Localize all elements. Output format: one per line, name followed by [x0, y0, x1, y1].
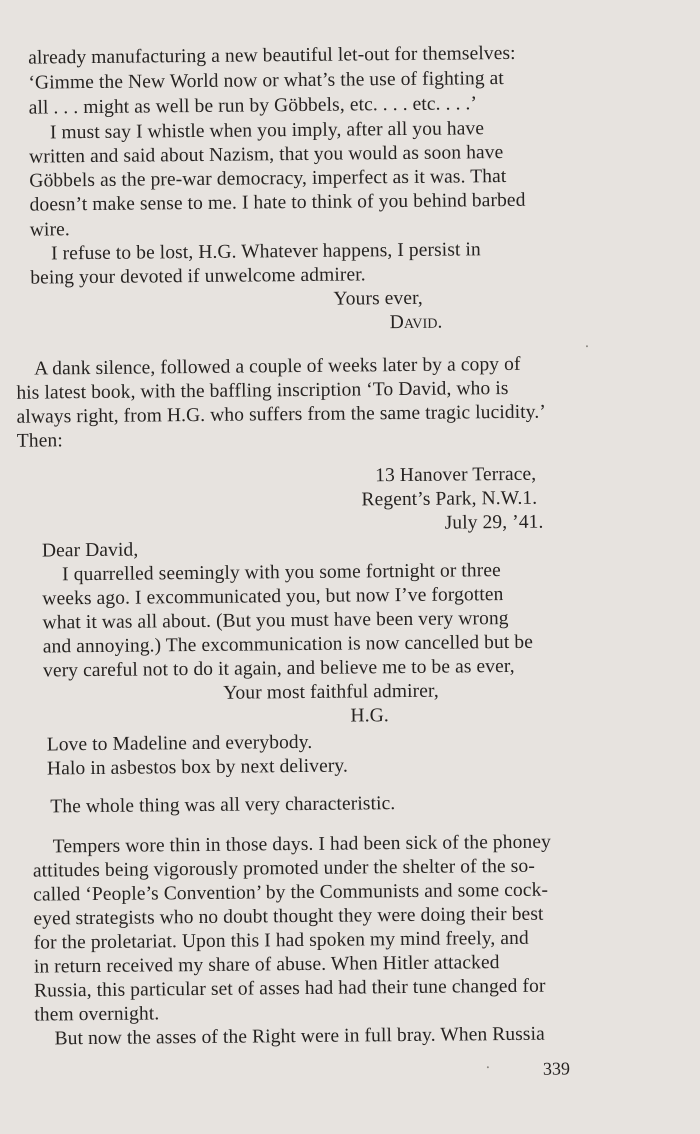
print-speck: [487, 1066, 489, 1068]
text-line: very careful not to do it again, and believe me to be as ever,: [42, 655, 515, 682]
letter-signature: H.G.: [350, 705, 389, 727]
text-line: doesn’t make sense to me. I hate to think of you behind barbed: [29, 189, 526, 216]
letter-postscript: Halo in asbestos box by next delivery.: [46, 755, 349, 780]
page-number: 339: [542, 1058, 570, 1079]
text-line: for the proletariat. Upon this I had spoken my mind freely, and: [33, 927, 529, 954]
text-line: I quarrelled seemingly with you some fortnight or three: [62, 560, 501, 586]
text-line: them overnight.: [34, 1003, 160, 1026]
letter-closing: Your most faithful admirer,: [223, 680, 439, 704]
text-line: Göbbels as the pre-war democracy, imperfect as it was. That: [29, 166, 507, 192]
letter-address: Regent’s Park, N.W.1.: [361, 487, 538, 511]
text-line: eyed strategists who no doubt thought they were doing their best: [33, 903, 544, 930]
text-line: his latest book, with the baffling inscription ‘To David, who is: [16, 377, 509, 404]
print-speck: [586, 345, 588, 347]
text-line: Then:: [16, 430, 63, 452]
text-line: I refuse to be lost, H.G. Whatever happens, I persist in: [50, 239, 481, 265]
text-line: ‘Gimme the New World now or what’s the use of fighting at: [28, 68, 504, 94]
text-line: Tempers wore thin in those days. I had been sick of the phoney: [52, 831, 551, 858]
letter-closing: Yours ever,: [333, 287, 423, 310]
text-line: written and said about Nazism, that you would as soon have: [29, 142, 504, 168]
text-line: I must say I whistle when you imply, after all you have: [49, 118, 485, 144]
text-line: wire.: [29, 219, 70, 241]
text-line: in return received my share of abuse. When Hitler attacked: [33, 952, 500, 978]
letter-address: 13 Hanover Terrace,: [375, 463, 537, 487]
text-line: what it was all about. (But you must have been very wrong: [42, 608, 509, 634]
text-line: attitudes being vigorously promoted under the shelter of the so-: [32, 855, 535, 882]
letter-signature: David.: [389, 311, 443, 334]
text-line: called ‘People’s Convention’ by the Communists and some cock-: [33, 879, 549, 906]
text-line: The whole thing was all very characteristic.: [50, 793, 396, 818]
text-line: Russia, this particular set of asses had had their tune changed for: [34, 975, 546, 1002]
text-line: always right, from H.G. who suffers from the same tragic lucidity.’: [16, 401, 546, 428]
letter-salutation: Dear David,: [41, 539, 139, 562]
text-line: and annoying.) The excommunication is now cancelled but be: [42, 631, 533, 658]
text-line: all . . . might as well be run by Göbbels, etc. . . . etc. . . .’: [28, 93, 478, 119]
text-line: already manufacturing a new beautiful let-out for themselves:: [28, 42, 516, 69]
text-line: weeks ago. I excommunicated you, but now I’ve forgotten: [42, 584, 504, 610]
text-line: A dank silence, followed a couple of weeks later by a copy of: [34, 353, 521, 380]
text-line: But now the asses of the Right were in full bray. When Russia: [54, 1023, 545, 1050]
letter-postscript: Love to Madeline and everybody.: [46, 731, 313, 756]
text-line: being your devoted if unwelcome admirer.: [30, 264, 366, 289]
letter-date: July 29, ’41.: [444, 511, 544, 534]
